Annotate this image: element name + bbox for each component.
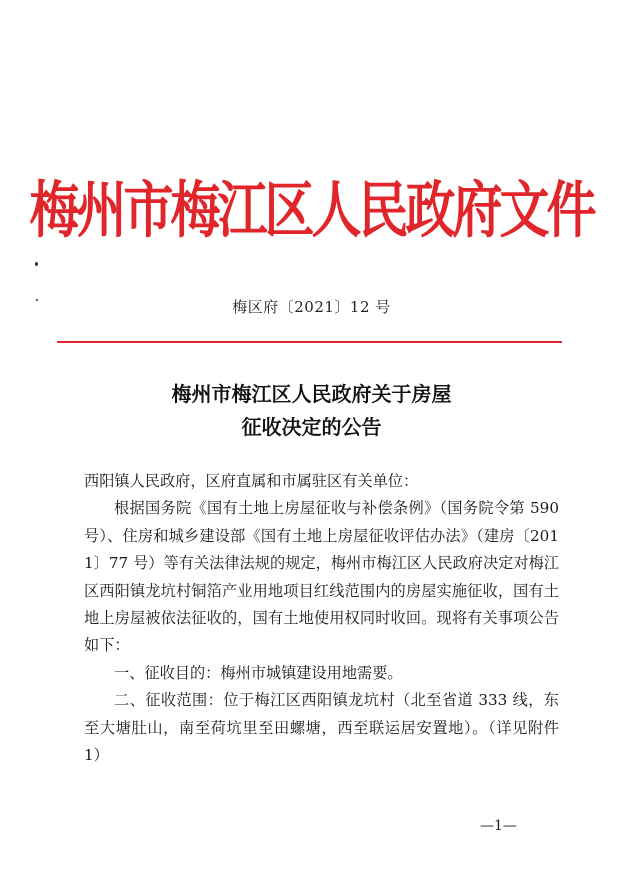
document-number: 梅区府〔2021〕12 号 bbox=[232, 298, 391, 316]
page-number: —1— bbox=[480, 818, 517, 834]
red-divider-line bbox=[57, 341, 562, 343]
title-line-2: 征收决定的公告 bbox=[241, 415, 382, 439]
scan-speck bbox=[35, 262, 38, 266]
title-line-1: 梅州市梅江区人民政府关于房屋 bbox=[171, 382, 452, 406]
document-body bbox=[84, 468, 559, 769]
scope-paragraph: 二、征收范围：位于梅江区西阳镇龙坑村（北至省道 333 线，东至大塘肚山，南至荷坑里至田螺塘，西至联运居安置地）。（详见附件 1） bbox=[84, 691, 559, 765]
salutation-paragraph: 西阳镇人民政府，区府直属和市属驻区有关单位： bbox=[84, 472, 419, 490]
purpose-paragraph: 一、征收目的：梅州市城镇建设用地需要。 bbox=[114, 663, 403, 682]
scan-speck bbox=[36, 299, 38, 301]
document-masthead: 梅州市梅江区人民政府文件 bbox=[29, 173, 594, 246]
legal-basis-paragraph: 根据国务院《国有土地上房屋征收与补偿条例》（国务院令第 590 号）、住房和城乡建设部《国有土地上房屋征收评估办法》（建房〔2011〕77 号）等有关法律法规的规定，梅州市梅江区人民政府决定对梅江区西阳镇龙坑村铜箔产业用地项目红线范围内的房屋实施征收，国有土地上房屋被依法征收的，国有土地使用权同时收回。现将有关事项公告如下： bbox=[84, 499, 559, 655]
document-title bbox=[0, 378, 623, 444]
